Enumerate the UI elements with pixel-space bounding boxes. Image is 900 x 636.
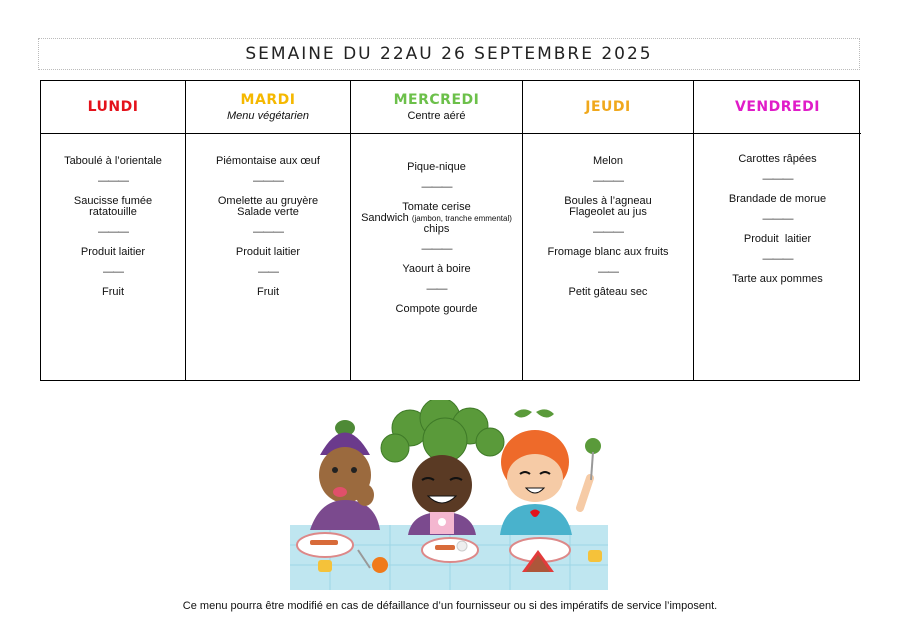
weekly-menu-table [40, 80, 860, 381]
separator: ——— [593, 175, 623, 187]
day-header-tuesday [186, 81, 351, 134]
day-name: JEUDI [585, 99, 631, 115]
dairy: Produit laitier [235, 246, 301, 258]
separator: —— [258, 266, 278, 278]
main-dish: Boules à l’agneau [564, 195, 652, 207]
sandwich-filling: (jambon, tranche emmental) [411, 214, 512, 223]
separator: ——— [762, 253, 793, 265]
side-dish: chips [423, 223, 450, 235]
separator: —— [103, 266, 123, 278]
separator: ——— [421, 243, 452, 255]
page-title: SEMAINE DU 22AU 26 SEPTEMBRE 2025 [38, 38, 860, 70]
day-menu-tuesday [186, 134, 351, 380]
main-dish: Saucisse fumée [73, 195, 153, 207]
dairy: Produit laitier [743, 233, 812, 245]
day-name: VENDREDI [735, 99, 820, 115]
separator: ——— [98, 226, 128, 238]
main-dish: Omelette au gruyère [217, 195, 319, 207]
child-orange-hair [500, 409, 601, 535]
separator: ——— [253, 226, 283, 238]
day-header-thursday [523, 81, 694, 134]
separator: ——— [762, 173, 793, 185]
dessert: Fruit [102, 286, 124, 298]
day-name: MERCREDI [393, 92, 480, 108]
dessert: Tarte aux pommes [732, 273, 823, 285]
separator: ——— [762, 213, 793, 225]
day-subtitle: Centre aéré [407, 110, 466, 122]
dessert: Fruit [257, 286, 279, 298]
dessert: Petit gâteau sec [568, 286, 648, 298]
dairy: Yaourt à boire [402, 263, 471, 275]
day-header-monday [41, 81, 186, 134]
separator: —— [598, 266, 618, 278]
dairy: Produit laitier [80, 246, 146, 258]
separator: ——— [98, 175, 128, 187]
dairy: Fromage blanc aux fruits [547, 246, 669, 258]
dessert: Compote gourde [395, 303, 478, 315]
side-dish: Flageolet au jus [569, 206, 647, 218]
sandwich-label: Sandwich [361, 212, 409, 224]
starter: Melon [593, 155, 623, 167]
day-header-wednesday [351, 81, 523, 134]
day-menu-monday [41, 134, 186, 380]
side-dish: Salade verte [237, 206, 299, 218]
starter: Pique-nique [407, 161, 466, 173]
starter: Taboulé à l’orientale [64, 155, 162, 167]
side-dish: Tomate cerise [402, 201, 471, 213]
footer-disclaimer: Ce menu pourra être modifié en cas de défaillance d’un fournisseur ou si des impératifs de service l’imposent. [182, 600, 718, 612]
day-name: MARDI [240, 92, 296, 108]
children-eating-illustration [290, 400, 608, 590]
day-menu-friday [694, 134, 861, 380]
side-dish: ratatouille [89, 206, 137, 218]
day-header-friday [694, 81, 861, 134]
separator: ——— [421, 181, 452, 193]
day-subtitle: Menu végétarien [227, 110, 309, 122]
child-eggplant [310, 420, 380, 530]
day-menu-wednesday [351, 134, 523, 380]
day-name: LUNDI [87, 99, 139, 115]
separator: ——— [253, 175, 283, 187]
day-menu-thursday [523, 134, 694, 380]
starter: Piémontaise aux œuf [216, 155, 320, 167]
separator: —— [426, 283, 447, 295]
child-broccoli [381, 400, 504, 535]
starter: Carottes râpées [738, 153, 817, 165]
separator: ——— [593, 226, 623, 238]
main-dish: Brandade de morue [728, 193, 827, 205]
